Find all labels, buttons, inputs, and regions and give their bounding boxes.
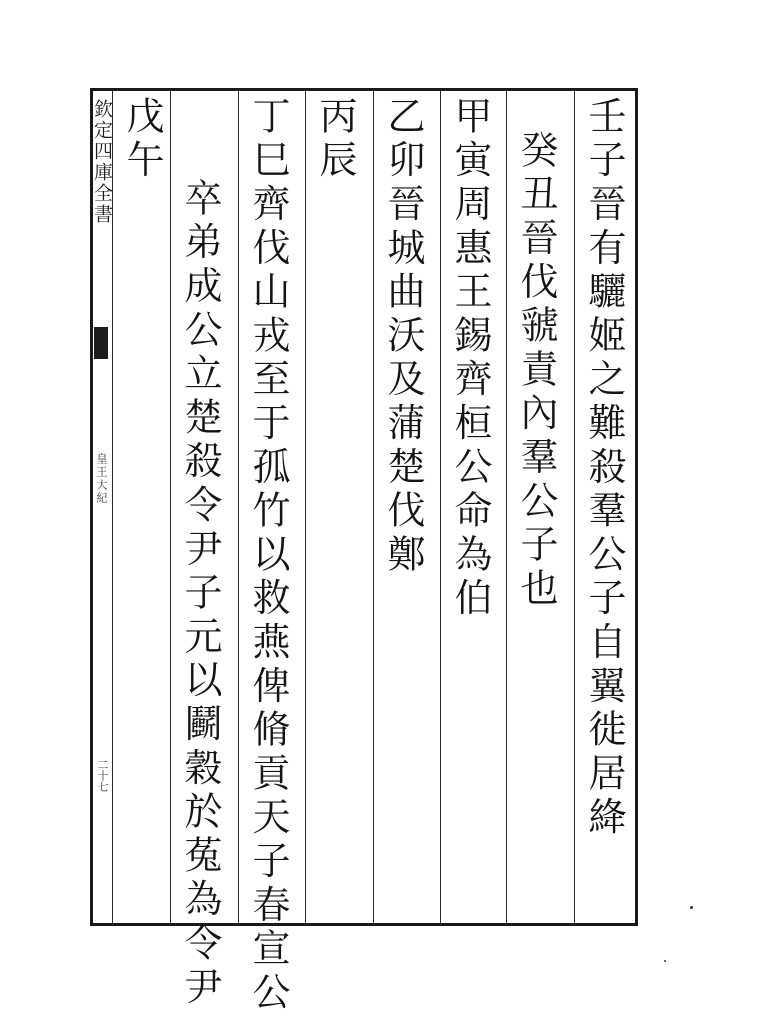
ink-speck xyxy=(690,906,693,909)
text-column-2: 癸丑晉伐虢責內羣公子也 xyxy=(514,130,558,612)
column-rule xyxy=(305,91,306,923)
text-column-4: 乙卯晉城曲沃及蒲楚伐鄭 xyxy=(381,96,425,578)
text-column-5: 丙辰 xyxy=(313,96,357,184)
column-rule xyxy=(373,91,374,923)
column-rule xyxy=(170,91,171,923)
ink-speck xyxy=(664,960,666,962)
text-column-8: 戊午 xyxy=(120,96,164,184)
text-column-3: 甲寅周惠王錫齊桓公命為伯 xyxy=(448,96,492,622)
fish-tail-mark xyxy=(94,327,108,359)
text-column-1: 壬子晉有驪姬之難殺羣公子自翼徙居絳 xyxy=(582,96,626,841)
text-column-6: 丁巳齊伐山戎至于孤竹以救燕俾脩貢天子春宣公 xyxy=(246,96,290,1016)
column-rule xyxy=(506,91,507,923)
text-column-7: 卒弟成公立楚殺令尹子元以鬬穀於菟為令尹 xyxy=(178,178,222,1011)
column-rule xyxy=(440,91,441,923)
column-rule xyxy=(238,91,239,923)
column-rule xyxy=(574,91,575,923)
collection-title: 欽定四庫全書 xyxy=(91,99,113,225)
book-title: 皇王大紀 xyxy=(95,453,108,505)
page-number: 二十七 xyxy=(96,759,109,792)
page-margin-strip xyxy=(92,91,112,923)
